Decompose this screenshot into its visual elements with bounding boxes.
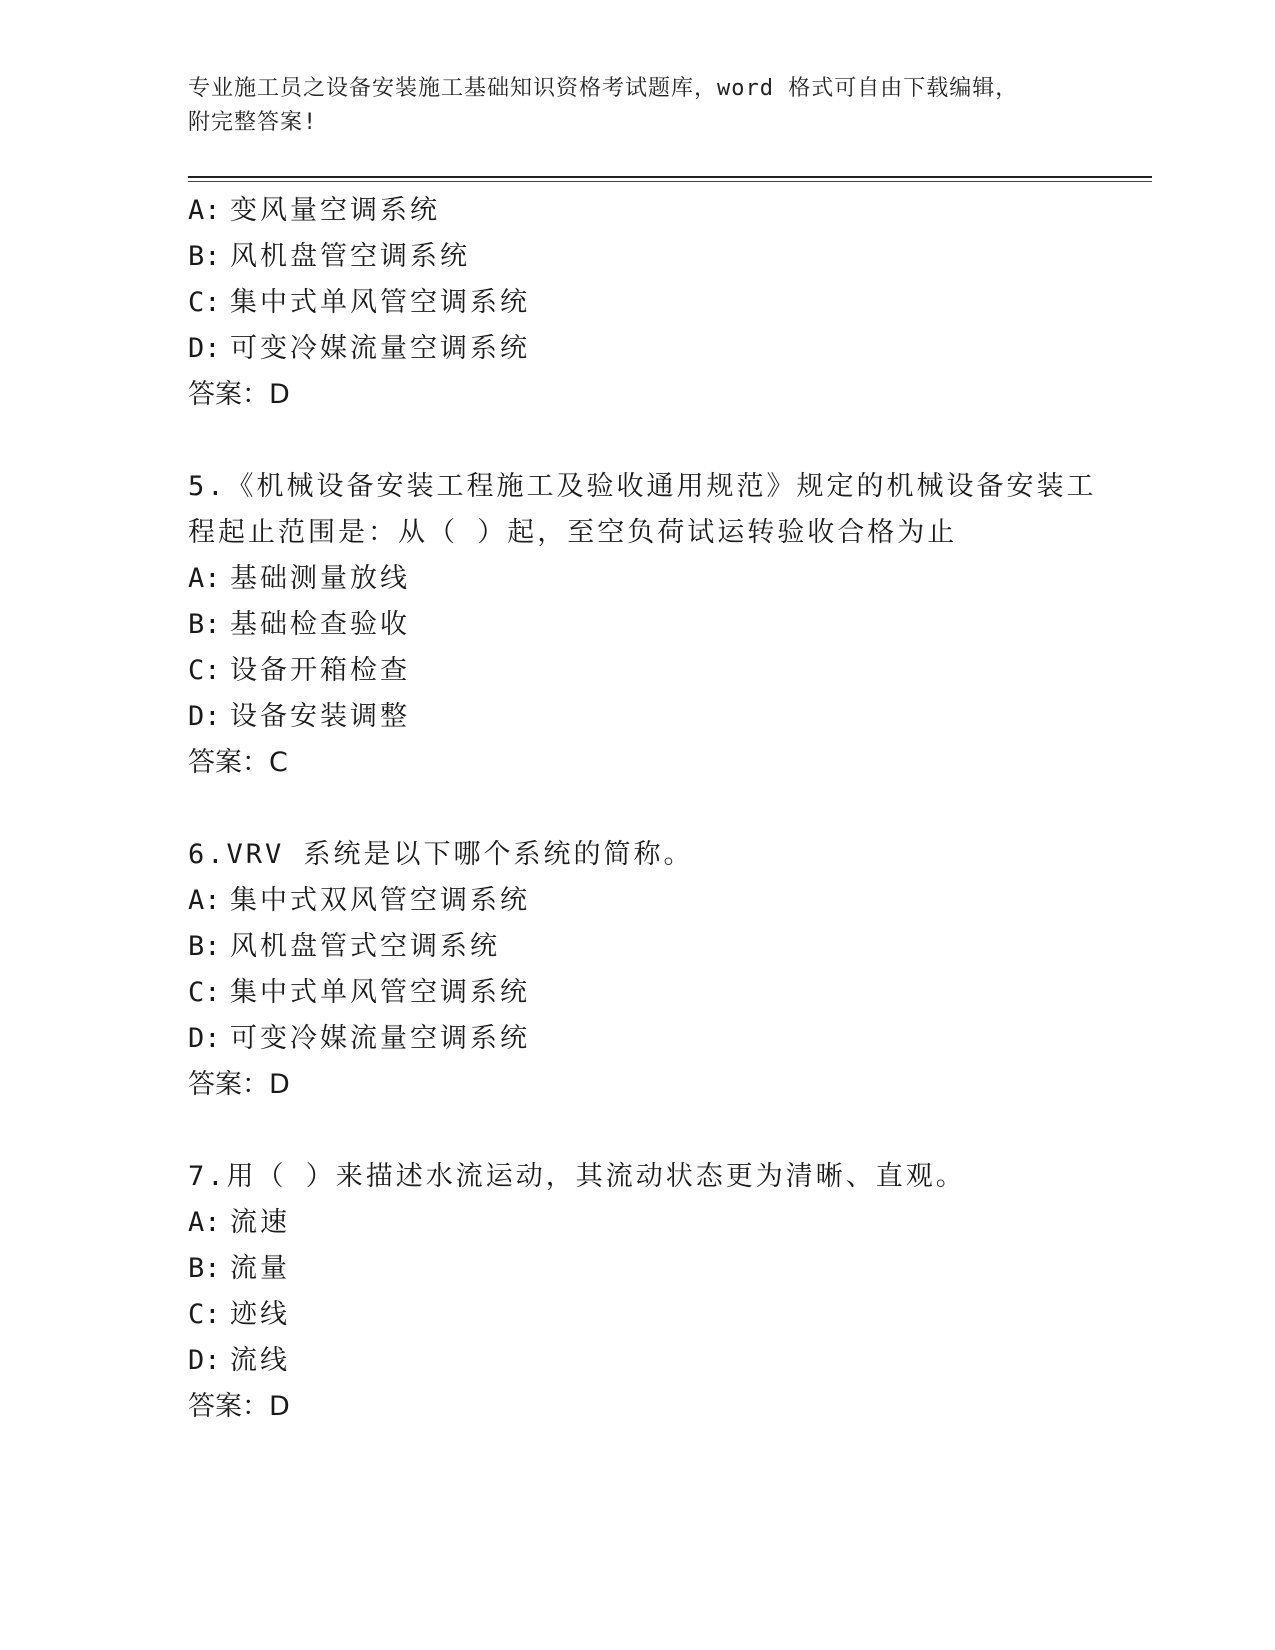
option-key: D: bbox=[188, 1345, 221, 1376]
option-c bbox=[188, 970, 1148, 1016]
option-a bbox=[188, 188, 1148, 234]
option-key: C: bbox=[188, 287, 221, 318]
option-b bbox=[188, 924, 1148, 970]
option-c bbox=[188, 648, 1148, 694]
option-d bbox=[188, 694, 1148, 740]
question-stem: 程起止范围是：从（ ）起，至空负荷试运转验收合格为止 bbox=[188, 517, 958, 548]
option-text: 集中式双风管空调系统 bbox=[230, 885, 530, 916]
option-key: C: bbox=[188, 977, 221, 1008]
header-line-2: 附完整答案! bbox=[188, 110, 318, 135]
option-key: A: bbox=[188, 885, 221, 916]
header-divider-thin bbox=[188, 181, 1152, 182]
option-text: 流量 bbox=[230, 1253, 290, 1284]
option-text: 设备安装调整 bbox=[230, 701, 410, 732]
answer-value: C bbox=[269, 747, 289, 778]
option-key: A: bbox=[188, 195, 221, 226]
option-text: 变风量空调系统 bbox=[230, 195, 440, 226]
option-key: B: bbox=[188, 609, 221, 640]
answer-value: D bbox=[269, 379, 291, 410]
option-key: D: bbox=[188, 1023, 221, 1054]
option-a bbox=[188, 878, 1148, 924]
option-d bbox=[188, 326, 1148, 372]
option-key: B: bbox=[188, 931, 221, 962]
option-a bbox=[188, 1200, 1148, 1246]
option-text: 可变冷媒流量空调系统 bbox=[230, 333, 530, 364]
option-text: 基础测量放线 bbox=[230, 563, 410, 594]
option-key: D: bbox=[188, 333, 221, 364]
question-6 bbox=[188, 832, 1148, 1108]
answer-value: D bbox=[269, 1391, 291, 1422]
answer-line bbox=[188, 372, 1148, 418]
option-key: A: bbox=[188, 1207, 221, 1238]
option-text: 集中式单风管空调系统 bbox=[230, 287, 530, 318]
option-key: B: bbox=[188, 1253, 221, 1284]
option-text: 可变冷媒流量空调系统 bbox=[230, 1023, 530, 1054]
header-divider-thick bbox=[188, 176, 1152, 178]
option-text: 基础检查验收 bbox=[230, 609, 410, 640]
option-text: 风机盘管式空调系统 bbox=[230, 931, 500, 962]
option-text: 流速 bbox=[230, 1207, 290, 1238]
option-text: 流线 bbox=[230, 1345, 290, 1376]
option-d bbox=[188, 1016, 1148, 1062]
question-stem: 7.用（ ）来描述水流运动，其流动状态更为清晰、直观。 bbox=[188, 1161, 966, 1192]
document-header bbox=[188, 72, 1088, 140]
option-key: C: bbox=[188, 655, 221, 686]
option-text: 迹线 bbox=[230, 1299, 290, 1330]
answer-label: 答案： bbox=[188, 379, 269, 410]
question-4-continued bbox=[188, 188, 1148, 418]
header-line-1: 专业施工员之设备安装施工基础知识资格考试题库，word 格式可自由下载编辑， bbox=[188, 76, 1019, 101]
option-key: B: bbox=[188, 241, 221, 272]
option-key: A: bbox=[188, 563, 221, 594]
option-text: 风机盘管空调系统 bbox=[230, 241, 470, 272]
answer-line bbox=[188, 1384, 1148, 1430]
option-c bbox=[188, 1292, 1148, 1338]
question-7 bbox=[188, 1154, 1148, 1430]
option-text: 集中式单风管空调系统 bbox=[230, 977, 530, 1008]
question-5 bbox=[188, 464, 1148, 786]
option-b bbox=[188, 234, 1148, 280]
question-stem: 5.《机械设备安装工程施工及验收通用规范》规定的机械设备安装工 bbox=[188, 471, 1097, 502]
answer-label: 答案： bbox=[188, 1069, 269, 1100]
option-b bbox=[188, 602, 1148, 648]
answer-line bbox=[188, 740, 1148, 786]
option-c bbox=[188, 280, 1148, 326]
answer-label: 答案： bbox=[188, 1391, 269, 1422]
option-a bbox=[188, 556, 1148, 602]
answer-label: 答案： bbox=[188, 747, 269, 778]
option-text: 设备开箱检查 bbox=[230, 655, 410, 686]
option-key: D: bbox=[188, 701, 221, 732]
answer-value: D bbox=[269, 1069, 291, 1100]
answer-line bbox=[188, 1062, 1148, 1108]
question-list bbox=[188, 188, 1148, 1430]
question-stem: 6.VRV 系统是以下哪个系统的简称。 bbox=[188, 839, 694, 870]
option-b bbox=[188, 1246, 1148, 1292]
option-d bbox=[188, 1338, 1148, 1384]
option-key: C: bbox=[188, 1299, 221, 1330]
